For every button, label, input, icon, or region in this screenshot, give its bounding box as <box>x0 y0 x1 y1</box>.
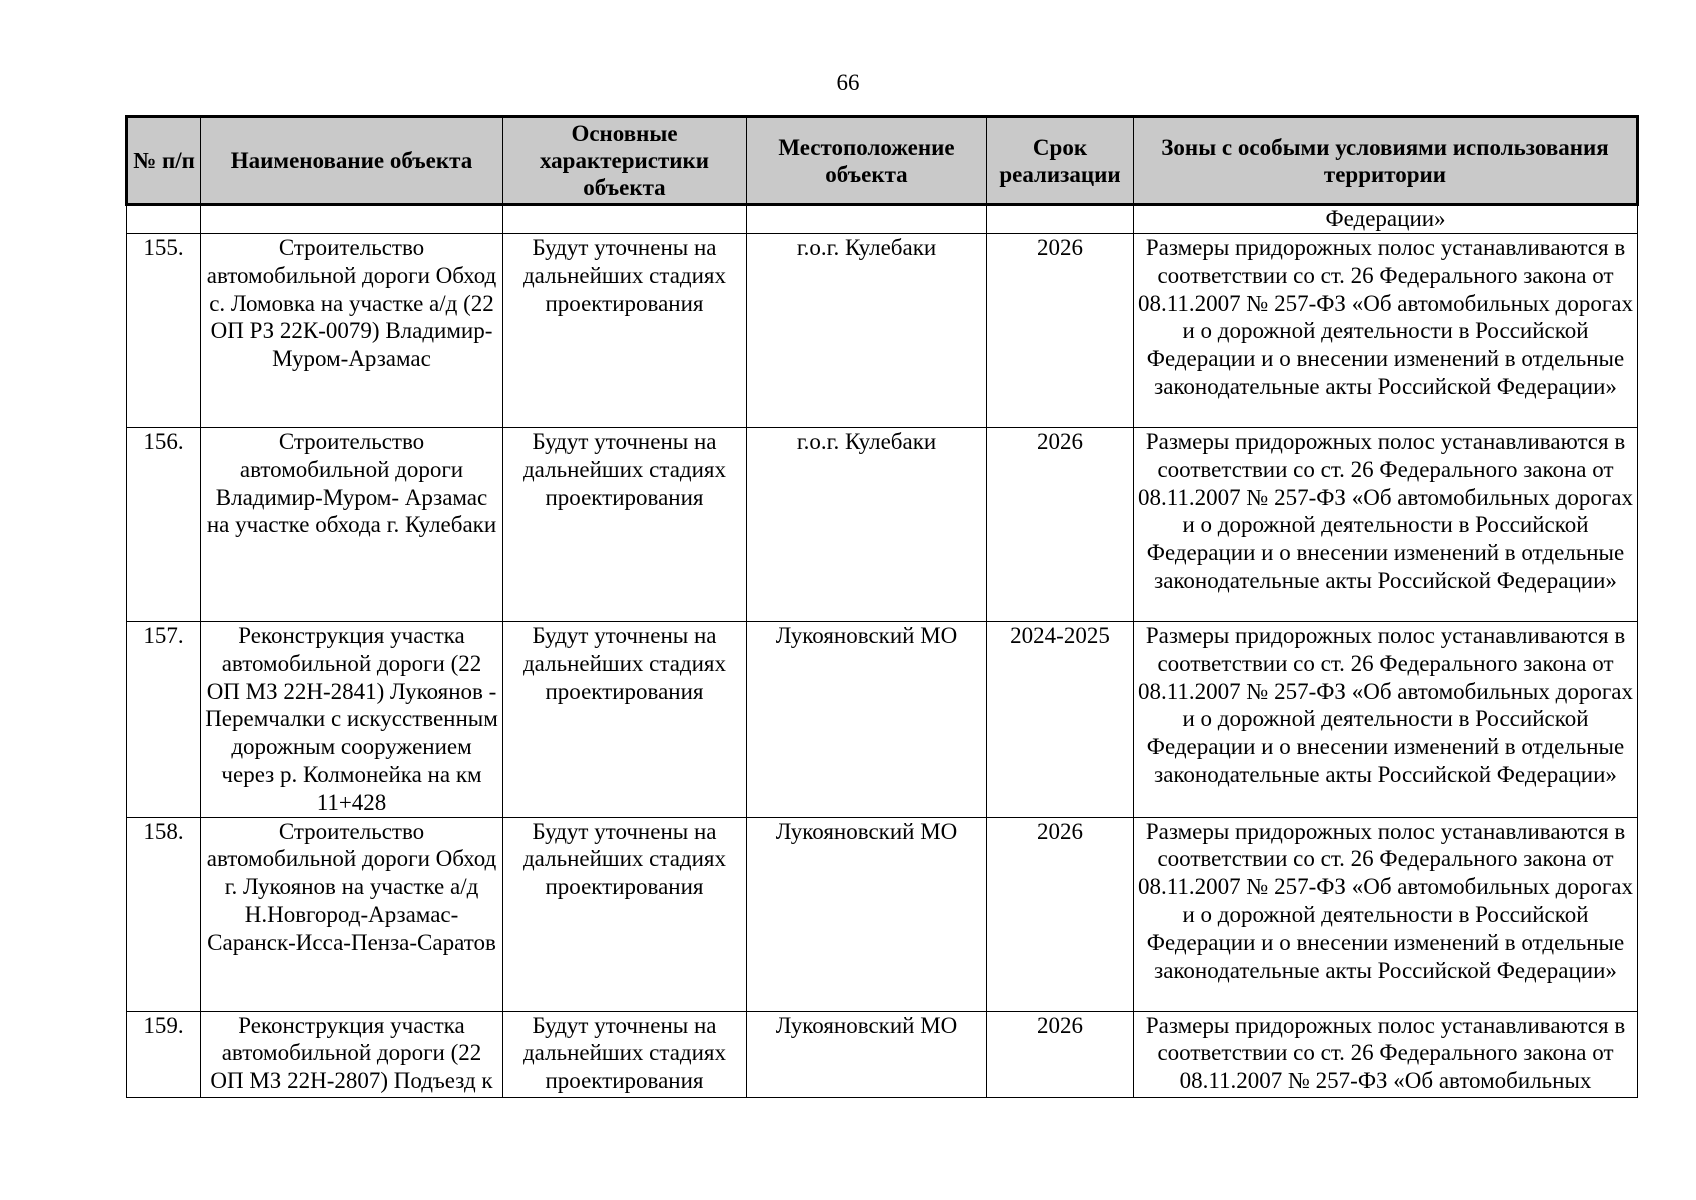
carryover-row <box>127 205 1638 234</box>
object-characteristics: Будут уточнены на дальнейших стадиях проектирования <box>503 234 747 428</box>
special-zones: Размеры придорожных полос устанавливаются в соответствии со ст. 26 Федерального закона от 08.11.2007 № 257-ФЗ «Об автомобильных дорогах и о дорожной деятельности в Российской Федерации и о внесении изменений в отдельные законодательные акты Российской Федерации» <box>1134 622 1638 818</box>
col-header-num: № п/п <box>127 117 201 205</box>
object-name: Реконструкция участка автомобильной дороги (22 ОП МЗ 22Н-2807) Подъезд к <box>201 1011 503 1097</box>
implementation-term: 2024-2025 <box>987 622 1134 818</box>
implementation-term: 2026 <box>987 234 1134 428</box>
col-header-location: Местоположение объекта <box>747 117 987 205</box>
special-zones: Размеры придорожных полос устанавливаются в соответствии со ст. 26 Федерального закона от 08.11.2007 № 257-ФЗ «Об автомобильных дорогах и о дорожной деятельности в Российской Федерации и о внесении изменений в отдельные законодательные акты Российской Федерации» <box>1134 428 1638 622</box>
implementation-term: 2026 <box>987 817 1134 1011</box>
col-header-characteristics: Основные характеристики объекта <box>503 117 747 205</box>
row-number: 157. <box>127 622 201 818</box>
table-row <box>127 428 1638 622</box>
page-number: 66 <box>836 70 860 95</box>
table-row <box>127 622 1638 818</box>
object-characteristics: Будут уточнены на дальнейших стадиях проектирования <box>503 428 747 622</box>
implementation-term: 2026 <box>987 1011 1134 1097</box>
table-header-row <box>127 117 1638 205</box>
object-name: Строительство автомобильной дороги Обход г. Лукоянов на участке а/д Н.Новгород-Арзамас-Саранск-Исса-Пенза-Саратов <box>201 817 503 1011</box>
special-zones: Размеры придорожных полос устанавливаются в соответствии со ст. 26 Федерального закона от 08.11.2007 № 257-ФЗ «Об автомобильных дорогах и о дорожной деятельности в Российской Федерации и о внесении изменений в отдельные законодательные акты Российской Федерации» <box>1134 817 1638 1011</box>
special-zones: Размеры придорожных полос устанавливаются в соответствии со ст. 26 Федерального закона от 08.11.2007 № 257-ФЗ «Об автомобильных дорогах и о дорожной деятельности в Российской Федерации и о внесении изменений в отдельные законодательные акты Российской Федерации» <box>1134 234 1638 428</box>
col-header-zones: Зоны с особыми условиями использования территории <box>1134 117 1638 205</box>
implementation-term: 2026 <box>987 428 1134 622</box>
carryover-text: Федерации» <box>1134 205 1638 234</box>
special-zones: Размеры придорожных полос устанавливаются в соответствии со ст. 26 Федерального закона от 08.11.2007 № 257-ФЗ «Об автомобильных <box>1134 1011 1638 1097</box>
row-number: 156. <box>127 428 201 622</box>
col-header-term: Срок реализации <box>987 117 1134 205</box>
row-number: 158. <box>127 817 201 1011</box>
object-characteristics: Будут уточнены на дальнейших стадиях проектирования <box>503 622 747 818</box>
object-location: г.о.г. Кулебаки <box>747 428 987 622</box>
object-name: Строительство автомобильной дороги Обход с. Ломовка на участке а/д (22 ОП РЗ 22К-0079) Владимир-Муром-Арзамас <box>201 234 503 428</box>
object-characteristics: Будут уточнены на дальнейших стадиях проектирования <box>503 817 747 1011</box>
col-header-name: Наименование объекта <box>201 117 503 205</box>
object-location: Лукояновский МО <box>747 1011 987 1097</box>
table-row <box>127 234 1638 428</box>
objects-table <box>125 115 1639 1098</box>
table-row <box>127 1011 1638 1097</box>
table-row <box>127 817 1638 1011</box>
object-characteristics: Будут уточнены на дальнейших стадиях проектирования <box>503 1011 747 1097</box>
object-location: Лукояновский МО <box>747 817 987 1011</box>
object-name: Реконструкция участка автомобильной дороги (22 ОП МЗ 22Н-2841) Лукоянов - Перемчалки с искусственным дорожным сооружением через р. Колмонейка на км 11+428 <box>201 622 503 818</box>
object-name: Строительство автомобильной дороги Владимир-Муром- Арзамас на участке обхода г. Кулебаки <box>201 428 503 622</box>
object-location: г.о.г. Кулебаки <box>747 234 987 428</box>
object-location: Лукояновский МО <box>747 622 987 818</box>
row-number: 159. <box>127 1011 201 1097</box>
row-number: 155. <box>127 234 201 428</box>
